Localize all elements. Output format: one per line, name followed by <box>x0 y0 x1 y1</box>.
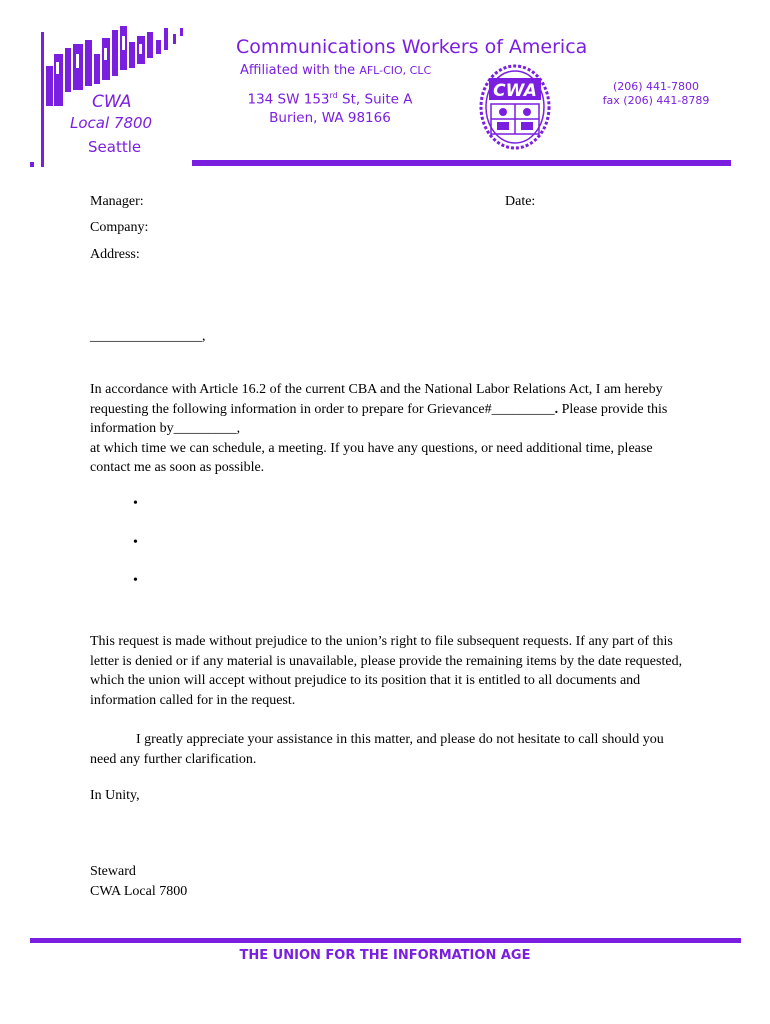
contact-info <box>596 80 716 108</box>
org-address <box>240 87 420 127</box>
footer-tagline: THE UNION FOR THE INFORMATION AGE <box>239 948 531 963</box>
date-field-label: Date: <box>505 194 536 209</box>
address-field-label: Address: <box>90 247 140 262</box>
signature-title: Steward <box>90 864 136 879</box>
request-text-1: In accordance with Article 16.2 of the current CBA and the National Labor Relations Act, I am hereby requesting the following information in order to prepare for Grievance#_________ <box>90 382 663 417</box>
phone-number: (206) 441-7800 <box>612 80 700 93</box>
company-field-label: Company: <box>90 220 149 235</box>
request-text-3: at which time we can schedule, a meeting. If you have any questions, or need additional time, please contact me as soon as possible. <box>90 440 653 475</box>
affiliation-line <box>240 63 431 78</box>
local-number: Local 7800 <box>70 114 153 132</box>
list-item-bullet: • <box>133 496 138 511</box>
list-item-bullet: • <box>133 535 138 550</box>
request-paragraph <box>90 380 690 478</box>
closing-line: In Unity, <box>90 788 140 803</box>
address-line-1: 134 SW 153rd St, Suite A <box>247 91 413 108</box>
list-item-bullet: • <box>133 573 138 588</box>
signature-org: CWA Local 7800 <box>90 884 188 899</box>
seal-text: CWA <box>493 81 537 101</box>
request-bold-period: . <box>554 401 559 417</box>
prejudice-paragraph: This request is made without prejudice to the union’s right to file subsequent requests. If any part of this letter is denied or if any material is unavailable, please provide the remaining items by the date requested, which the union will accept without prejudice to its position that it is entitled to all documents and information called for in the request. <box>90 634 683 708</box>
salutation-blank: ________________, <box>90 329 206 344</box>
header-divider <box>192 160 731 166</box>
footer-divider <box>30 938 741 943</box>
manager-field-label: Manager: <box>90 194 144 209</box>
cwa-seal-logo <box>479 64 551 150</box>
organization-name: Communications Workers of America <box>236 36 588 58</box>
fax-number: fax (206) 441-8789 <box>602 94 710 107</box>
local-city: Seattle <box>88 138 142 156</box>
affiliation-prefix: Affiliated with the <box>240 63 360 78</box>
local-union-name: CWA <box>92 92 132 112</box>
affiliation-org: AFL-CIO, CLC <box>359 64 432 77</box>
request-text-2: Please provide this information by_________, <box>90 401 668 436</box>
appreciation-paragraph: I greatly appreciate your assistance in this matter, and please do not hesitate to call should you need any further clarification. <box>90 732 664 767</box>
local-chapter-label <box>70 92 152 156</box>
header-corner-mark <box>30 162 34 167</box>
address-line-2: Burien, WA 98166 <box>269 109 391 126</box>
